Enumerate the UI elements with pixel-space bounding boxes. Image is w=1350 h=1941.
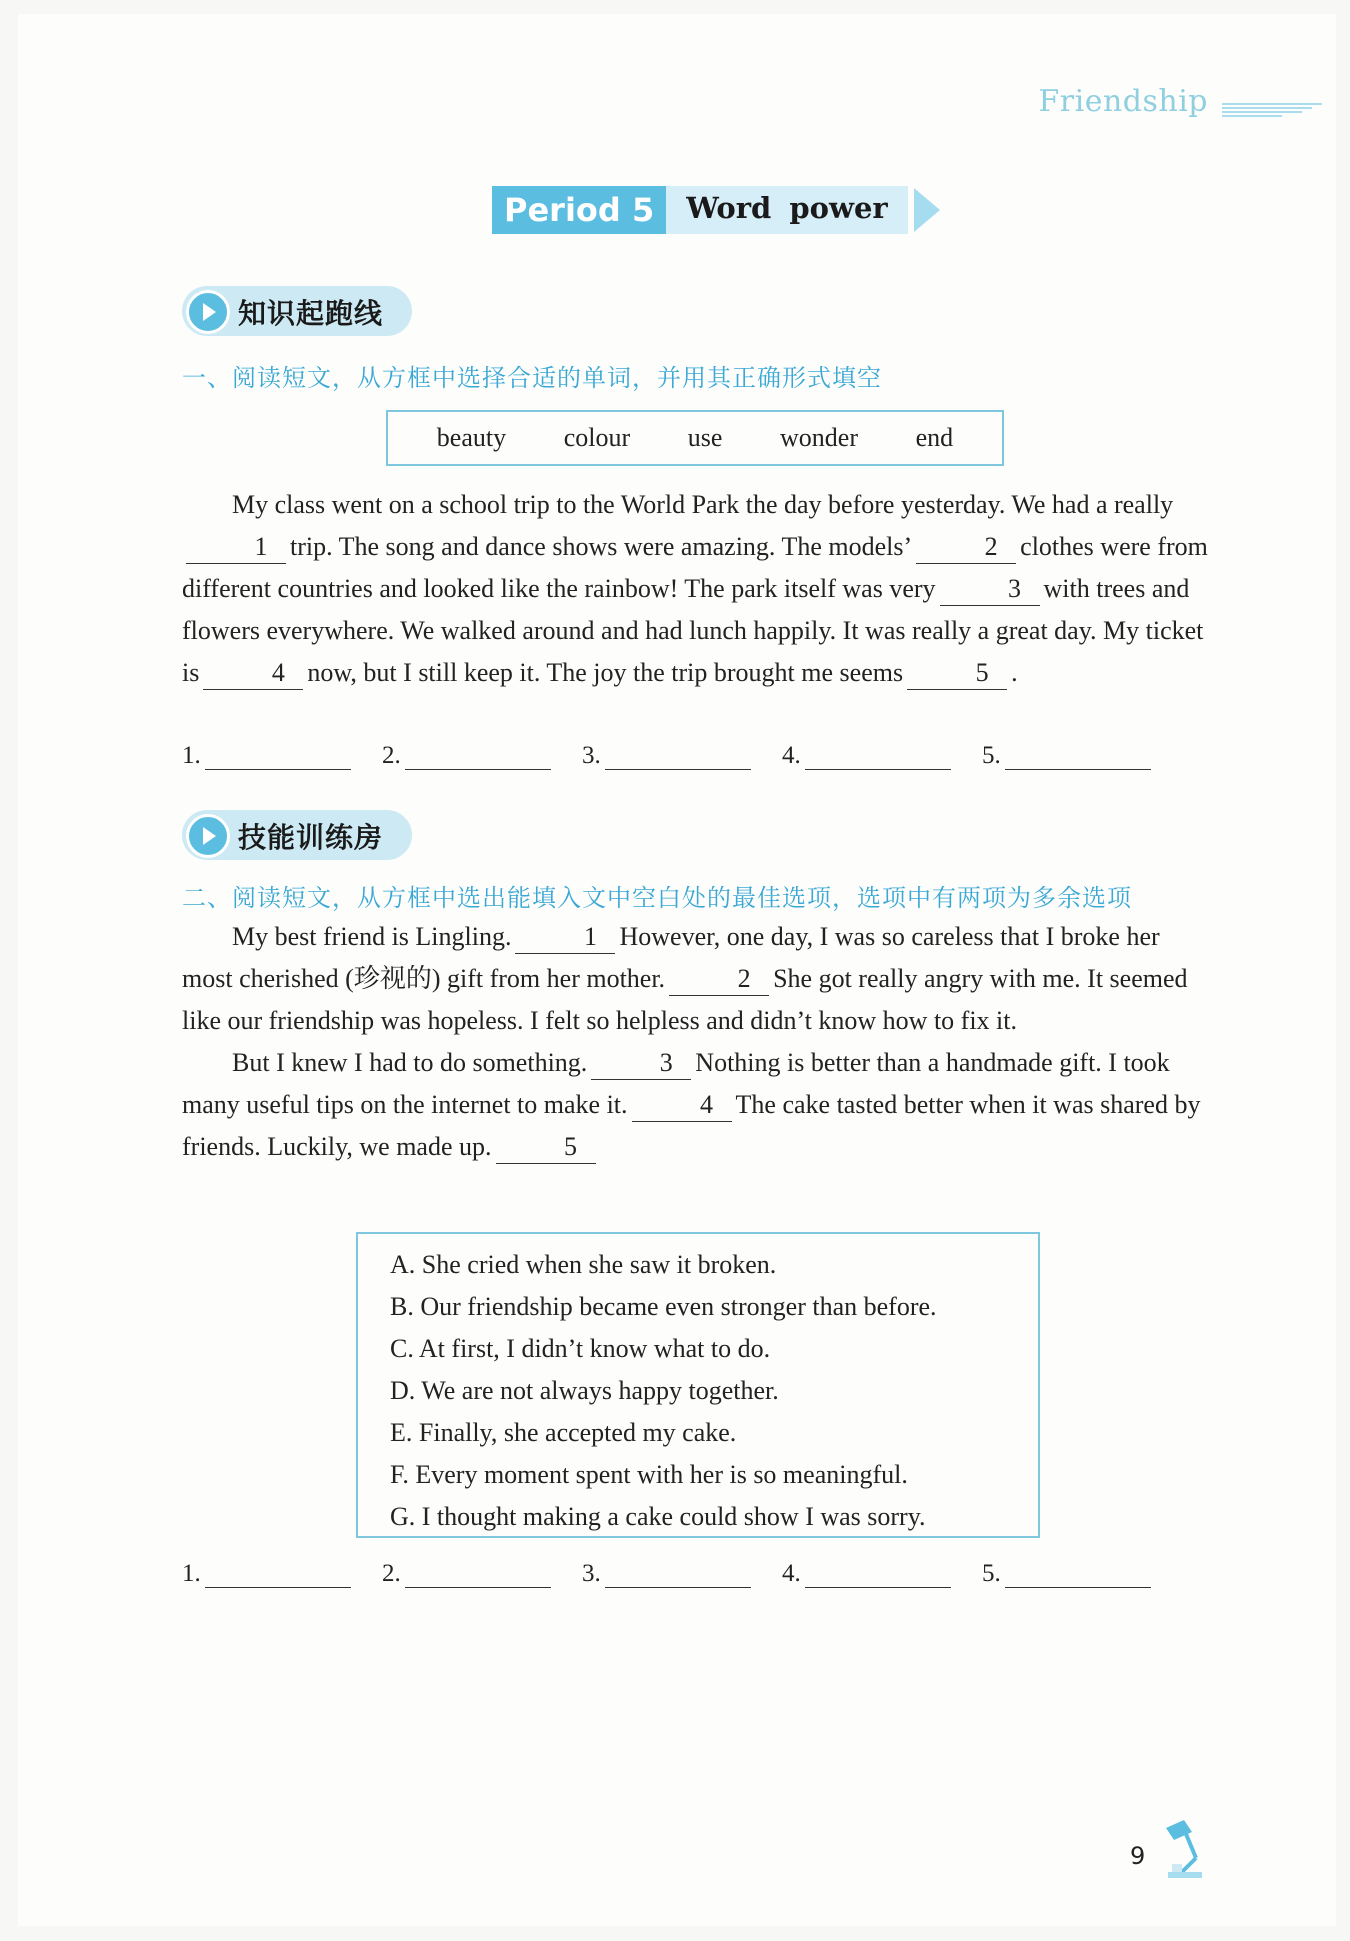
word-bank-item: end xyxy=(915,423,954,452)
passage-text: My class went on a school trip to the World Park the day before yesterday. We had a really xyxy=(232,490,1174,519)
option-item: G. I thought making a cake could show I was sorry. xyxy=(390,1502,926,1531)
play-icon xyxy=(186,290,230,334)
section2-instruction: 二、阅读短文，从方框中选出能填入文中空白处的最佳选项，选项中有两项为多余选项 xyxy=(182,884,1132,912)
header-decoration-lines-icon xyxy=(1222,100,1332,120)
section2-passage xyxy=(182,916,1212,1168)
section-badge-1 xyxy=(182,286,412,336)
passage-text: But I knew I had to do something. xyxy=(232,1048,588,1077)
blank-4: 4 xyxy=(203,657,303,690)
banner-arrow-icon xyxy=(914,188,940,232)
section-badge-2 xyxy=(182,810,412,860)
period-banner xyxy=(492,186,940,234)
passage-text: However, one day, I was so careless that I broke her most cherished (珍视的) gift from her mother. xyxy=(182,922,1160,993)
answer-line[interactable] xyxy=(605,1563,751,1588)
answer-line[interactable] xyxy=(1005,745,1151,770)
option-item: D. We are not always happy together. xyxy=(390,1376,779,1405)
passage-text: She got really angry with me. It seemed like our friendship was hopeless. I felt so helpless and didn’t know how to fix it. xyxy=(182,964,1188,1035)
option-item: C. At first, I didn’t know what to do. xyxy=(390,1334,771,1363)
section1-instruction: 一、阅读短文，从方框中选择合适的单词，并用其正确形式填空 xyxy=(182,364,882,392)
section1-passage xyxy=(182,484,1212,694)
passage-text: Nothing is better than a handmade gift. I took many useful tips on the internet to make it. xyxy=(182,1048,1170,1119)
desk-lamp-icon xyxy=(1158,1818,1214,1880)
blank-2: 2 xyxy=(669,963,769,996)
blank-2: 2 xyxy=(916,531,1016,564)
word-bank-box xyxy=(386,410,1004,466)
option-item: B. Our friendship became even stronger than before. xyxy=(390,1292,937,1321)
blank-5: 5 xyxy=(496,1131,596,1164)
answer-line[interactable] xyxy=(805,1563,951,1588)
word-bank-item: colour xyxy=(563,423,631,452)
answer-line[interactable] xyxy=(805,745,951,770)
passage-text: clothes were from different countries and looked like the rainbow! The park itself was very xyxy=(182,532,1208,603)
answer-number: 5. xyxy=(982,1560,1001,1587)
answer-number: 3. xyxy=(582,1560,601,1587)
answer-number: 4. xyxy=(782,742,801,769)
answer-slot[interactable] xyxy=(982,742,1182,770)
period-topic: Word power xyxy=(666,186,908,234)
answer-number: 3. xyxy=(582,742,601,769)
answer-slot[interactable] xyxy=(582,742,782,770)
page-number: 9 xyxy=(1130,1842,1146,1870)
blank-1: 1 xyxy=(186,531,286,564)
answer-slot[interactable] xyxy=(982,1560,1182,1588)
word-bank-item: use xyxy=(687,423,723,452)
answer-slot[interactable] xyxy=(782,1560,982,1588)
blank-3: 3 xyxy=(591,1047,691,1080)
passage-text: with trees and flowers everywhere. We walked around and had lunch happily. It was really a great day. My ticket is xyxy=(182,574,1204,687)
blank-5: 5 xyxy=(907,657,1007,690)
answer-slot[interactable] xyxy=(782,742,982,770)
answer-line[interactable] xyxy=(405,745,551,770)
option-item: E. Finally, she accepted my cake. xyxy=(390,1418,737,1447)
answer-line[interactable] xyxy=(605,745,751,770)
passage-text: . xyxy=(1011,658,1018,687)
options-box xyxy=(356,1232,1040,1538)
blank-4: 4 xyxy=(632,1089,732,1122)
passage-text: now, but I still keep it. The joy the trip brought me seems xyxy=(307,658,904,687)
answer-number: 2. xyxy=(382,1560,401,1587)
section2-answer-row xyxy=(182,1560,1182,1588)
answer-slot[interactable] xyxy=(182,742,382,770)
passage-text: The cake tasted better when it was shared by friends. Luckily, we made up. xyxy=(182,1090,1201,1161)
option-item: A. She cried when she saw it broken. xyxy=(390,1250,777,1279)
section-badge-label: 知识起跑线 xyxy=(238,297,384,330)
answer-number: 4. xyxy=(782,1560,801,1587)
play-icon xyxy=(186,814,230,858)
period-label: Period 5 xyxy=(492,186,666,234)
answer-slot[interactable] xyxy=(382,1560,582,1588)
answer-line[interactable] xyxy=(1005,1563,1151,1588)
running-header-title: Friendship xyxy=(1038,84,1208,119)
answer-number: 5. xyxy=(982,742,1001,769)
answer-line[interactable] xyxy=(405,1563,551,1588)
answer-number: 1. xyxy=(182,1560,201,1587)
passage-text: My best friend is Lingling. xyxy=(232,922,512,951)
blank-1: 1 xyxy=(515,921,615,954)
section-badge-label: 技能训练房 xyxy=(238,821,384,854)
word-bank-item: wonder xyxy=(780,423,859,452)
section1-answer-row xyxy=(182,742,1182,770)
answer-slot[interactable] xyxy=(382,742,582,770)
blank-3: 3 xyxy=(940,573,1040,606)
answer-slot[interactable] xyxy=(582,1560,782,1588)
answer-number: 1. xyxy=(182,742,201,769)
option-item: F. Every moment spent with her is so meaningful. xyxy=(390,1460,908,1489)
passage-text: trip. The song and dance shows were amazing. The models’ xyxy=(290,532,913,561)
answer-number: 2. xyxy=(382,742,401,769)
answer-slot[interactable] xyxy=(182,1560,382,1588)
word-bank-item: beauty xyxy=(436,423,507,452)
answer-line[interactable] xyxy=(205,1563,351,1588)
answer-line[interactable] xyxy=(205,745,351,770)
